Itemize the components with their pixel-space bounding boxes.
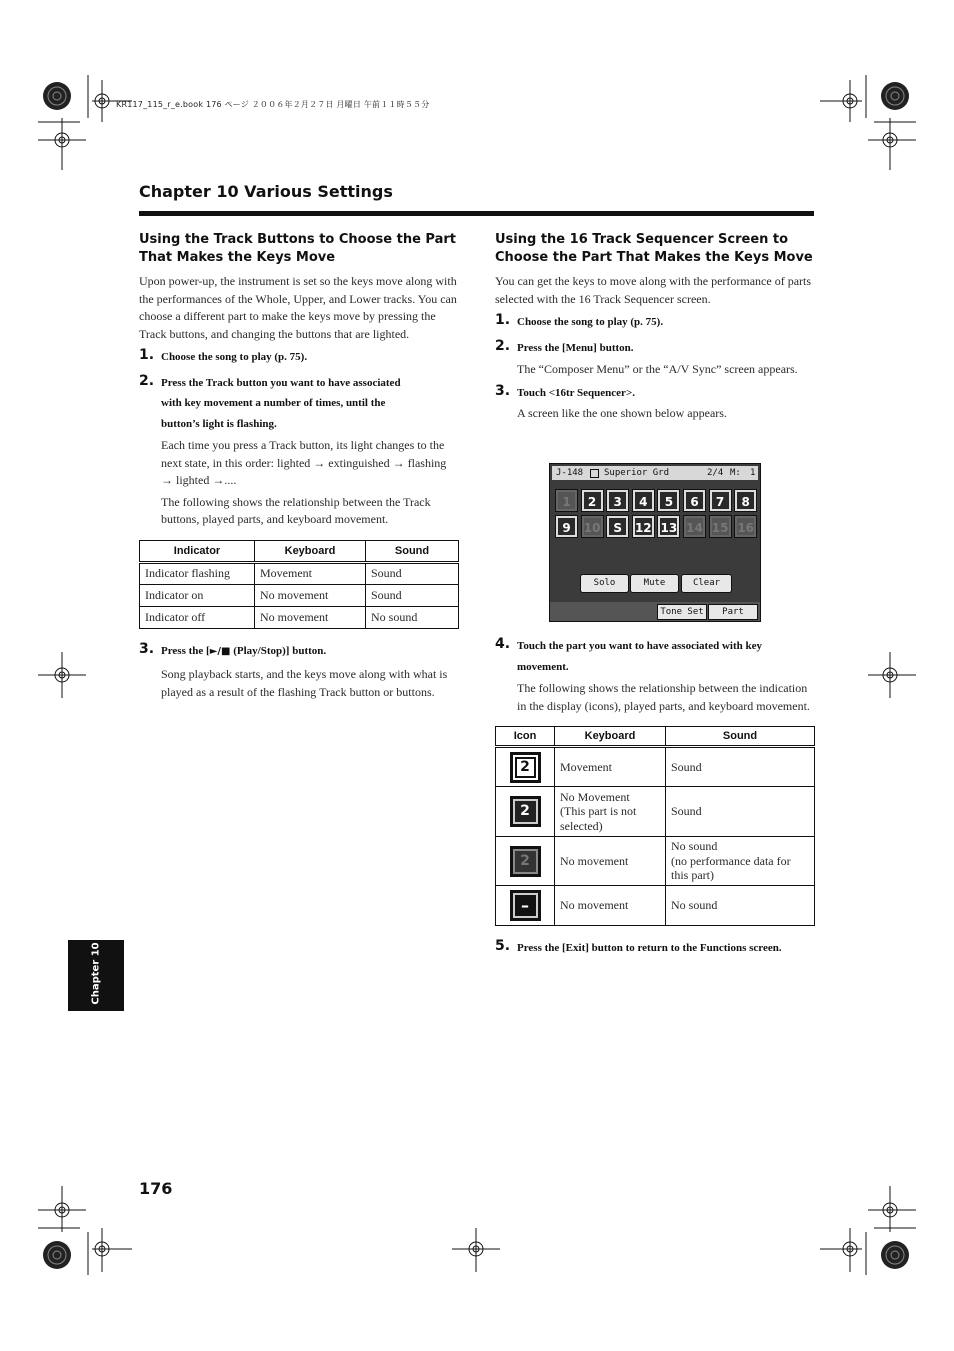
track-number: 1: [556, 490, 577, 511]
page-number: 176: [139, 1179, 173, 1198]
track-button[interactable]: [657, 489, 680, 512]
table-row: 2 No Movement (This part is not selected) Sound: [496, 787, 815, 837]
track-number: 10: [582, 516, 603, 537]
column-header: Keyboard: [555, 727, 666, 747]
column-header: Indicator: [140, 540, 255, 562]
intro-paragraph: You can get the keys to move along with the performance of parts selected with the 16 Track Sequencer screen.: [495, 274, 812, 306]
track-button[interactable]: [606, 489, 629, 512]
track-number: 2: [582, 490, 603, 511]
play-stop-icon: ►/■: [209, 645, 231, 657]
song-list-icon: [590, 469, 599, 478]
column-header: Keyboard: [255, 540, 366, 562]
track-number: 6: [684, 490, 705, 511]
step-2: 2. Press the [Menu] button.: [495, 337, 634, 354]
track-number: 13: [658, 516, 679, 537]
table-row: 2 Movement Sound: [496, 747, 815, 787]
step-2-note-2: The following shows the relationship between the Track buttons, played parts, and keyboard movement.: [161, 494, 431, 526]
step-3-note: A screen like the one shown below appears.: [517, 406, 727, 420]
mute-button[interactable]: Mute: [630, 574, 679, 593]
part-selected-icon: 2: [510, 752, 541, 783]
step-2-note: The “Composer Menu” or the “A/V Sync” screen appears.: [517, 362, 798, 376]
track-button[interactable]: [709, 515, 732, 538]
track-button[interactable]: [632, 515, 655, 538]
clear-button[interactable]: Clear: [681, 574, 732, 593]
solo-button[interactable]: Solo: [580, 574, 629, 593]
track-button[interactable]: [581, 489, 604, 512]
chapter-rule: [139, 211, 814, 216]
table-row: – No movement No sound: [496, 886, 815, 926]
section-heading: Using the 16 Track Sequencer Screen to Choose the Part That Makes the Keys Move: [495, 232, 813, 265]
track-number: 15: [710, 516, 731, 537]
track-button[interactable]: [709, 489, 732, 512]
track-number: 5: [658, 490, 679, 511]
track-button[interactable]: [632, 489, 655, 512]
sequencer-screen: [549, 463, 761, 622]
track-button[interactable]: [555, 489, 578, 512]
column-header: Sound: [366, 540, 459, 562]
screen-title-bar: J-148 Superior Grd 2/4 M: 1: [552, 466, 758, 480]
step-2-note-1: Each time you press a Track button, its light changes to the next state, in this order: lighted → extinguished → flashing → lighted →....: [161, 438, 447, 487]
table-row: Indicator flashing Movement Sound: [140, 562, 459, 584]
track-number: 14: [684, 516, 705, 537]
track-number: 4: [633, 490, 654, 511]
track-number: 3: [607, 490, 628, 511]
tone-set-button[interactable]: Tone Set: [657, 604, 707, 620]
track-button[interactable]: [606, 515, 629, 538]
track-button[interactable]: [734, 489, 757, 512]
track-number: 8: [735, 490, 756, 511]
right-column-lower: [495, 636, 815, 959]
step-3-note: Song playback starts, and the keys move along with what is played as a result of the flashing Track button or buttons.: [161, 667, 448, 699]
step-3: 3. Touch <16tr Sequencer>.: [495, 382, 635, 399]
track-number: 9: [556, 516, 577, 537]
table-row: Indicator on No movement Sound: [140, 584, 459, 606]
track-button[interactable]: [683, 515, 706, 538]
step-3: 3. Press the [►/■ (Play/Stop)] button.: [139, 640, 327, 657]
step-1: 1. Choose the song to play (p. 75).: [495, 312, 664, 328]
file-header: KR117_115_r_e.book 176 ページ ２００６年２月２７日 月曜日 午前１１時５５分: [116, 100, 430, 109]
track-button[interactable]: [657, 515, 680, 538]
step-4-note: The following shows the relationship between the indication in the display (icons), played parts, and keyboard movement.: [517, 681, 810, 713]
column-header: Icon: [496, 727, 555, 747]
table-row: 2 No movement No sound (no performance data for this part): [496, 837, 815, 886]
indicator-table: [139, 540, 459, 629]
part-empty-icon: –: [510, 890, 541, 921]
step-5: 5. Press the [Exit] button to return to the Functions screen.: [495, 938, 782, 954]
track-number: S: [607, 516, 628, 537]
left-column: [139, 231, 459, 701]
part-no-data-icon: 2: [510, 846, 541, 877]
part-not-selected-icon: 2: [510, 796, 541, 827]
right-column: [495, 231, 815, 423]
step-2: 2. Press the Track button you want to have associated with key movement a number of times, until the button’s light is flashing.: [139, 372, 401, 430]
intro-paragraph: Upon power-up, the instrument is set so the keys move along with the performances of the Whole, Upper, and Lower tracks. You can choose a different part to make the keys move by pressing the Track buttons, and changing the buttons that are lighted.: [139, 274, 457, 341]
step-4: 4. Touch the part you want to have associated with key movement.: [495, 636, 762, 673]
column-header: Sound: [666, 727, 815, 747]
chapter-title: Chapter 10 Various Settings: [139, 182, 393, 201]
section-heading: Using the Track Buttons to Choose the Part That Makes the Keys Move: [139, 232, 456, 265]
track-number: 7: [710, 490, 731, 511]
track-number: 12: [633, 516, 654, 537]
track-button[interactable]: [555, 515, 578, 538]
step-1: 1. Choose the song to play (p. 75).: [139, 347, 308, 363]
track-button[interactable]: [581, 515, 604, 538]
chapter-side-tab: Chapter 10: [68, 940, 124, 1011]
table-row: Indicator off No movement No sound: [140, 606, 459, 628]
track-number: 16: [735, 516, 756, 537]
icon-table: [495, 726, 815, 926]
part-button[interactable]: Part: [708, 604, 758, 620]
track-button[interactable]: [683, 489, 706, 512]
track-button[interactable]: [734, 515, 757, 538]
